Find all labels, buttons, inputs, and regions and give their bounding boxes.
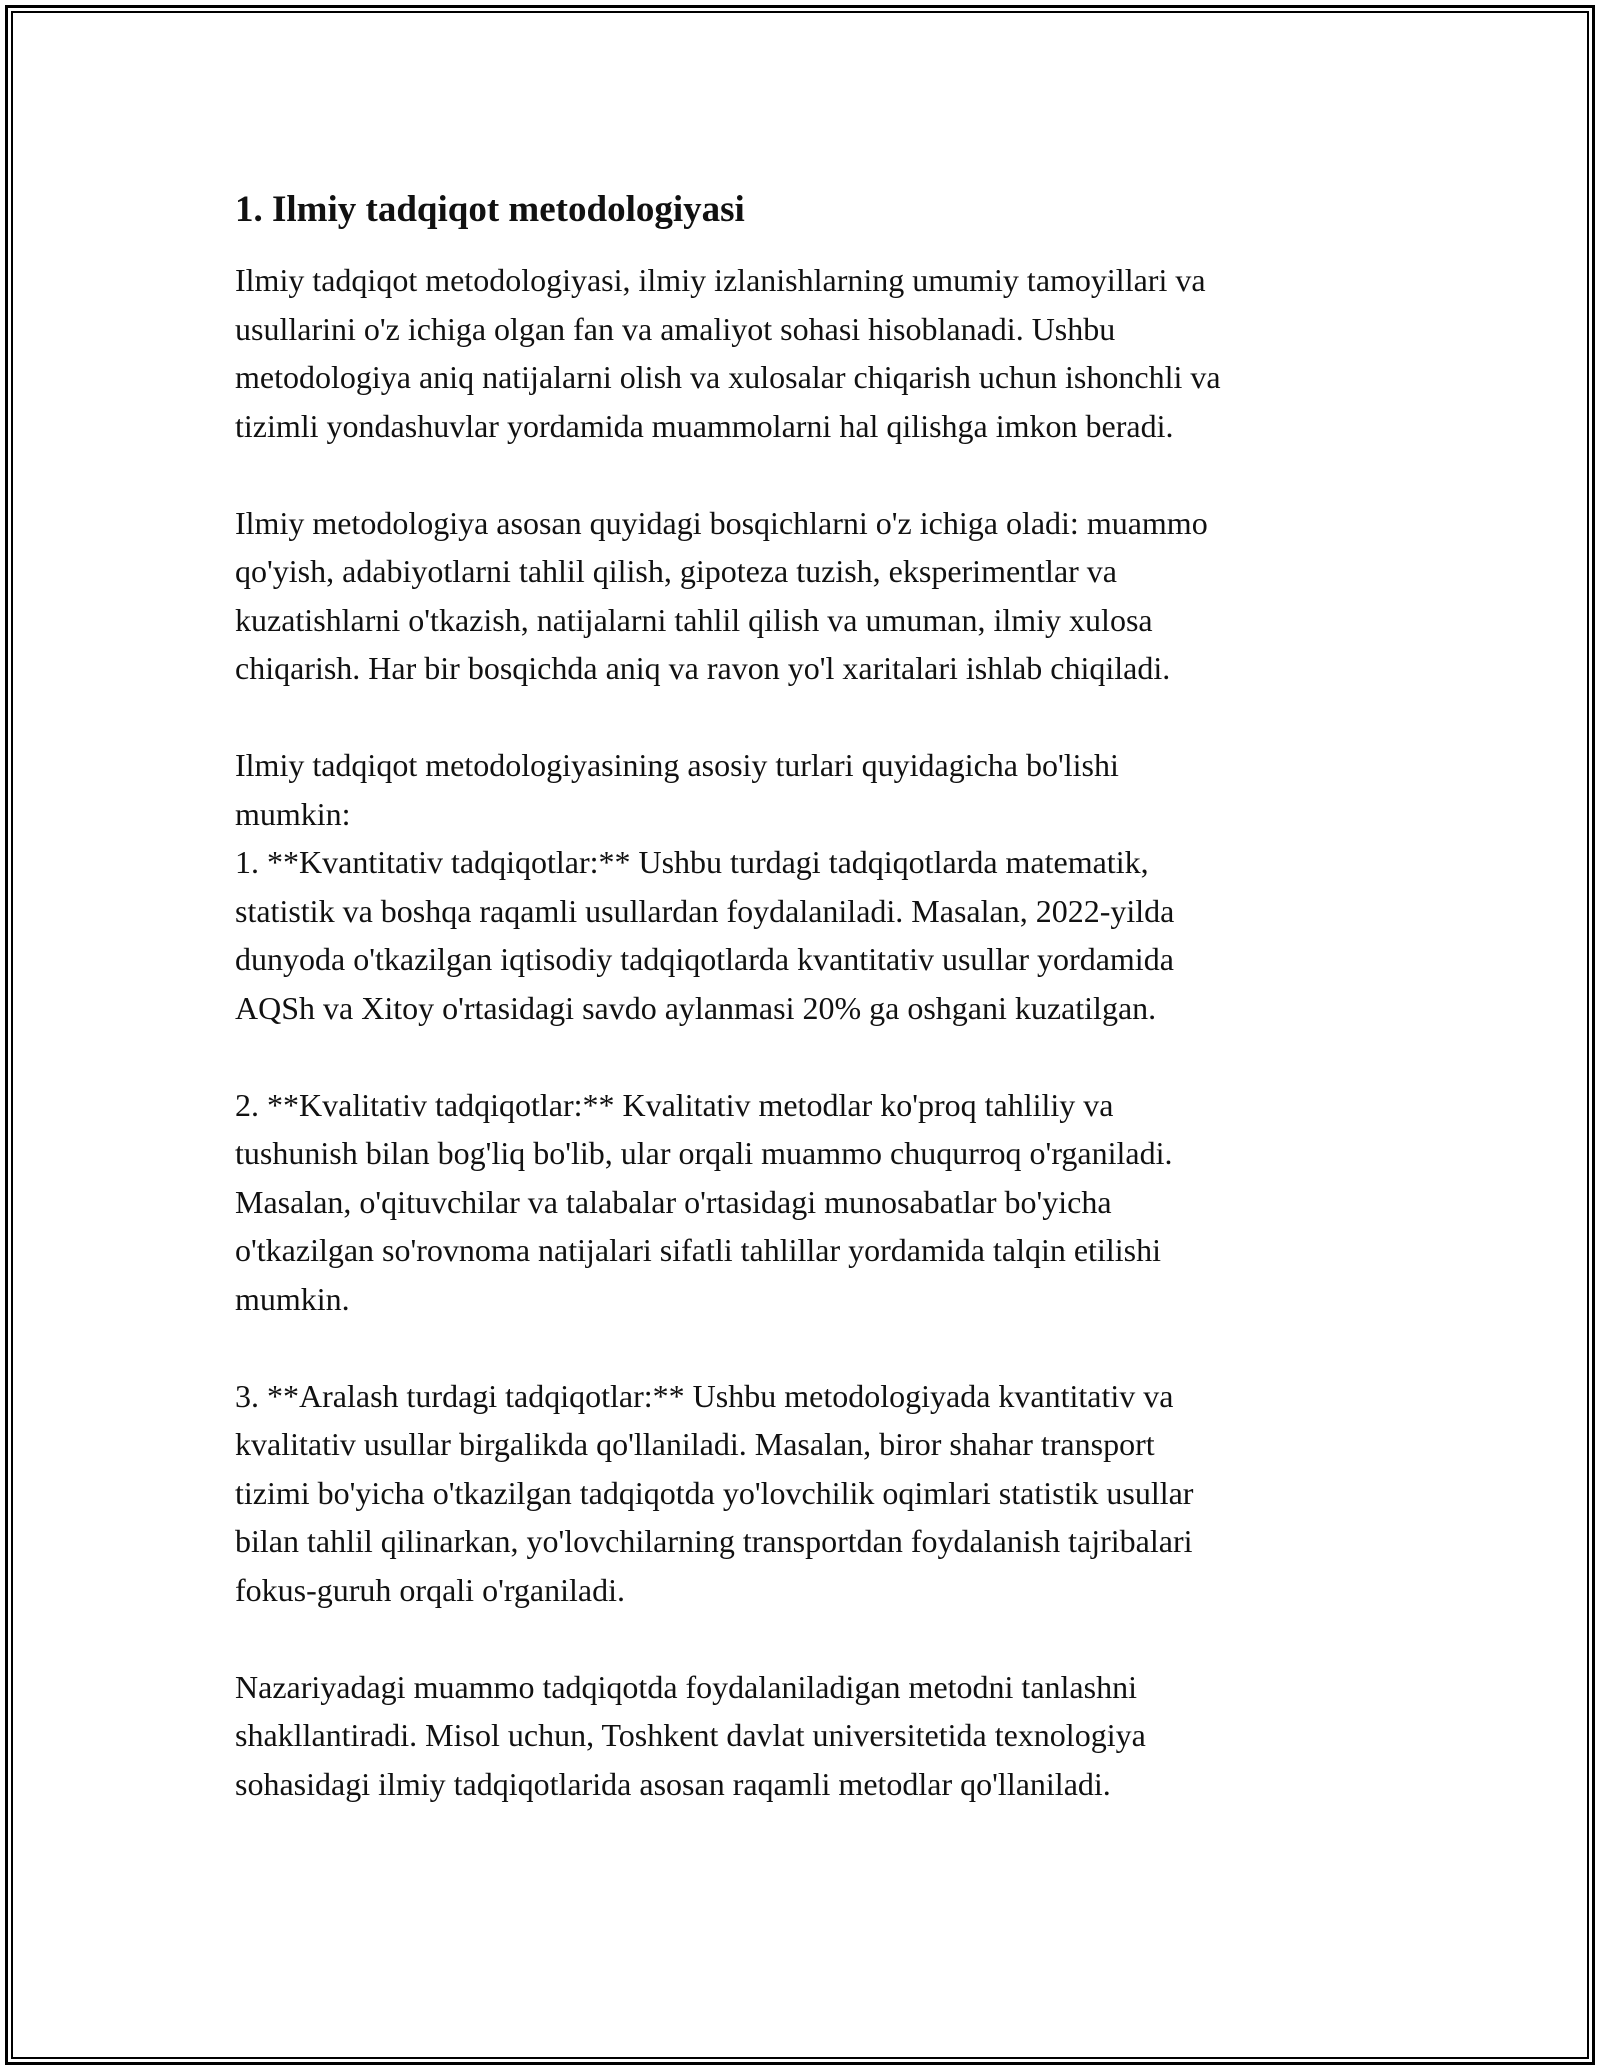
paragraph-stages: Ilmiy metodologiya asosan quyidagi bosqichlarni o'z ichiga oladi: muammo qo'yish, adabiyotlarni tahlil qilish, gipoteza tuzish, eksperimentlar va kuzatishlarni o'tkazish, natijalarni tahlil qilish va umuman, ilmiy xulosa chiqarish. Har bir bosqichda aniq va ravon yo'l xaritalari ishlab chiqiladi. <box>235 504 1208 686</box>
document-body <box>235 186 1395 1857</box>
paragraph-quantitative: Ilmiy tadqiqot metodologiyasining asosiy turlari quyidagicha bo'lishi mumkin: 1. **Kvantitativ tadqiqotlar:** Ushbu turdagi tadqiqotlarda matematik, statistik va boshqa raqamli usullardan foydalaniladi. Masalan, 2022-yilda dunyoda o'tkazilgan iqtisodiy tadqiqotlarda kvantitativ usullar yordamida AQSh va Xitoy o'rtasidagi savdo aylanmasi 20% ga oshgani kuzatilgan. <box>235 747 1175 1026</box>
paragraph-intro: Ilmiy tadqiqot metodologiyasi, ilmiy izlanishlarning umumiy tamoyillari va usullarini o'z ichiga olgan fan va amaliyot sohasi hisoblanadi. Ushbu metodologiya aniq natijalarni olish va xulosalar chiqarish uchun ishonchli va tizimli yondashuvlar yordamida muammolarni hal qilishga imkon beradi. <box>235 262 1221 444</box>
paragraph-qualitative: 2. **Kvalitativ tadqiqotlar:** Kvalitativ metodlar ko'proq tahliliy va tushunish bilan bog'liq bo'lib, ular orqali muammo chuqurroq o'rganiladi. Masalan, o'qituvchilar va talabalar o'rtasidagi munosabatlar bo'yicha o'tkazilgan so'rovnoma natijalari sifatli tahlillar yordamida talqin etilishi mumkin. <box>235 1086 1173 1317</box>
section-heading: 1. Ilmiy tadqiqot metodologiyasi <box>235 189 745 230</box>
paragraph-conclusion: Nazariyadagi muammo tadqiqotda foydalaniladigan metodni tanlashni shakllantiradi. Misol uchun, Toshkent davlat universitetida texnologiya sohasidagi ilmiy tadqiqotlarida asosan raqamli metodlar qo'llaniladi. <box>235 1668 1146 1802</box>
paragraph-mixed: 3. **Aralash turdagi tadqiqotlar:** Ushbu metodologiyada kvantitativ va kvalitativ usullar birgalikda qo'llaniladi. Masalan, biror shahar transport tizimi bo'yicha o'tkazilgan tadqiqotda yo'lovchilik oqimlari statistik usullar bilan tahlil qilinarkan, yo'lovchilarning transportdan foydalanish tajribalari fokus-guruh orqali o'rganiladi. <box>235 1377 1194 1608</box>
